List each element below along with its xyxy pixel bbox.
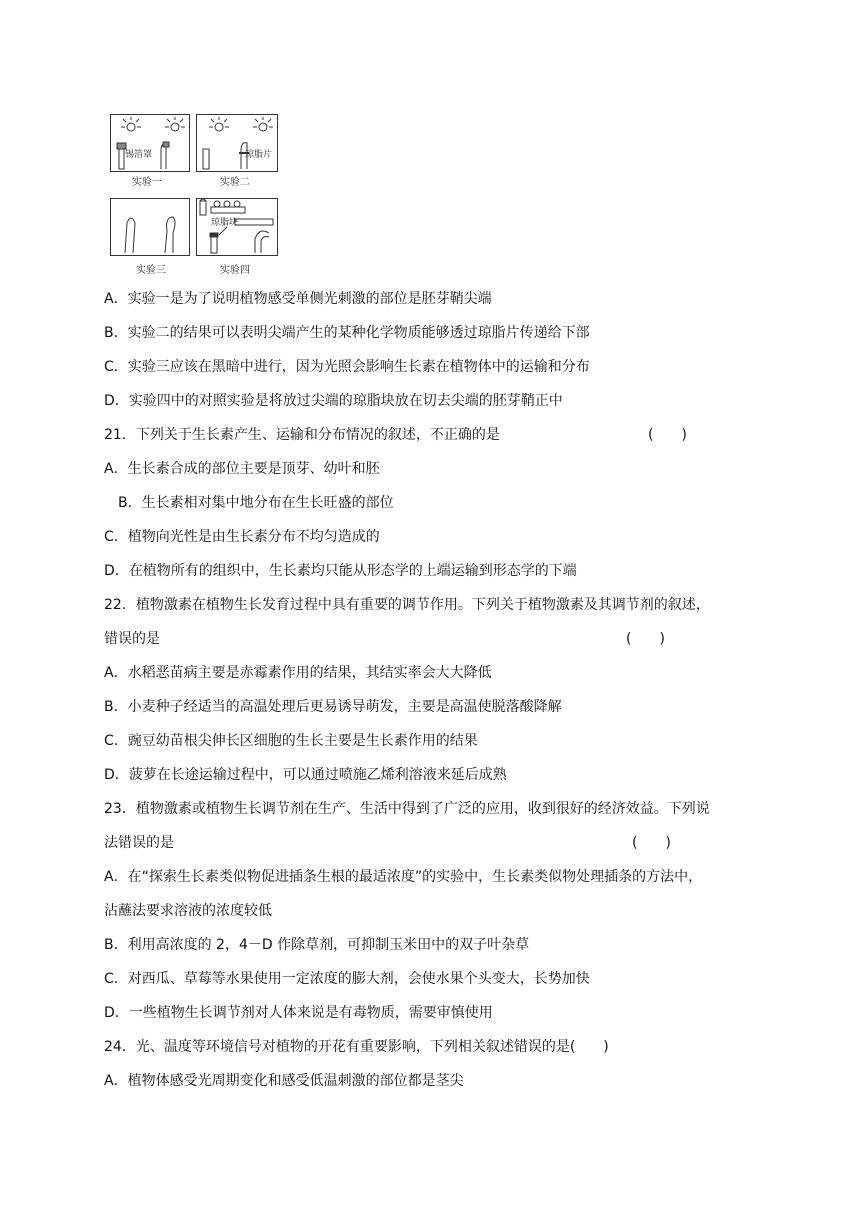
q21-option-b: B．生长素相对集中地分布在生长旺盛的部位 xyxy=(118,495,394,511)
experiment-three-drawing xyxy=(111,199,189,255)
q23-stem-line2: 法错误的是 xyxy=(104,835,174,851)
q23-option-d: D．一些植物生长调节剂对人体来说是有毒物质，需要审慎使用 xyxy=(104,1005,493,1021)
q22-option-b: B．小麦种子经适当的高温处理后更易诱导萌发，主要是高温使脱落酸降解 xyxy=(104,699,562,715)
q23-answer-paren: ( ) xyxy=(632,835,671,851)
q21-option-a: A．生长素合成的部位主要是顶芽、幼叶和胚 xyxy=(104,461,380,477)
q24-stem: 24．光、温度等环境信号对植物的开花有重要影响，下列相关叙述错误的是( ) xyxy=(104,1039,609,1055)
experiment-one-drawing xyxy=(111,115,189,171)
q23-stem-line1: 23．植物激素或植物生长调节剂在生产、生活中得到了广泛的应用，收到很好的经济效益。下列说 xyxy=(104,801,710,817)
experiment-three-caption: 实验三 xyxy=(136,265,166,276)
experiment-figure xyxy=(108,112,278,277)
q23-option-c: C．对西瓜、草莓等水果使用一定浓度的膨大剂，会使水果个头变大，长势加快 xyxy=(104,971,590,987)
q22-option-a: A．水稻恶苗病主要是赤霉素作用的结果，其结实率会大大降低 xyxy=(104,665,492,681)
q21-stem: 21．下列关于生长素产生、运输和分布情况的叙述，不正确的是 xyxy=(104,427,500,443)
experiment-four-caption: 实验四 xyxy=(220,265,250,276)
q22-option-d: D．菠萝在长途运输过程中，可以通过喷施乙烯利溶液来延后成熟 xyxy=(104,767,507,783)
experiment-three-panel xyxy=(110,198,190,256)
experiment-two-caption: 实验二 xyxy=(220,177,250,188)
q20-option-c: C．实验三应该在黑暗中进行，因为光照会影响生长素在植物体中的运输和分布 xyxy=(104,359,590,375)
experiment-one-panel xyxy=(110,114,190,172)
agar-block-label: 琼脂块 xyxy=(211,218,239,228)
q23-option-a-line1: A．在“探索生长素类似物促进插条生根的最适浓度”的实验中，生长素类似物处理插条的方法中， xyxy=(104,869,703,885)
q21-option-c: C．植物向光性是由生长素分布不均匀造成的 xyxy=(104,529,380,545)
experiment-four-panel xyxy=(196,198,278,256)
q24-option-a: A．植物体感受光周期变化和感受低温刺激的部位都是茎尖 xyxy=(104,1073,464,1089)
experiment-one-caption: 实验一 xyxy=(132,177,162,188)
q22-option-c: C．豌豆幼苗根尖伸长区细胞的生长主要是生长素作用的结果 xyxy=(104,733,478,749)
q21-option-d: D．在植物所有的组织中，生长素均只能从形态学的上端运输到形态学的下端 xyxy=(104,563,577,579)
q22-stem-line2: 错误的是 xyxy=(104,631,160,647)
experiment-two-drawing xyxy=(197,115,277,171)
tin-foil-label: 锡箔罩 xyxy=(125,150,153,160)
agar-sheet-label: 琼脂片 xyxy=(245,150,273,160)
q22-answer-paren: ( ) xyxy=(626,631,665,647)
q20-option-d: D．实验四中的对照实验是将放过尖端的琼脂块放在切去尖端的胚芽鞘正中 xyxy=(104,393,563,409)
q22-stem-line1: 22．植物激素在植物生长发育过程中具有重要的调节作用。下列关于植物激素及其调节剂的叙述， xyxy=(104,597,710,613)
q23-option-a-line2: 沾蘸法要求溶液的浓度较低 xyxy=(104,903,272,919)
experiment-two-panel xyxy=(196,114,278,172)
q20-option-a: A．实验一是为了说明植物感受单侧光刺激的部位是胚芽鞘尖端 xyxy=(104,291,492,307)
q20-option-b: B．实验二的结果可以表明尖端产生的某种化学物质能够透过琼脂片传递给下部 xyxy=(104,325,590,341)
q21-answer-paren: ( ) xyxy=(648,427,687,443)
q23-option-b: B．利用高浓度的 2，4－D 作除草剂，可抑制玉米田中的双子叶杂草 xyxy=(104,937,530,953)
